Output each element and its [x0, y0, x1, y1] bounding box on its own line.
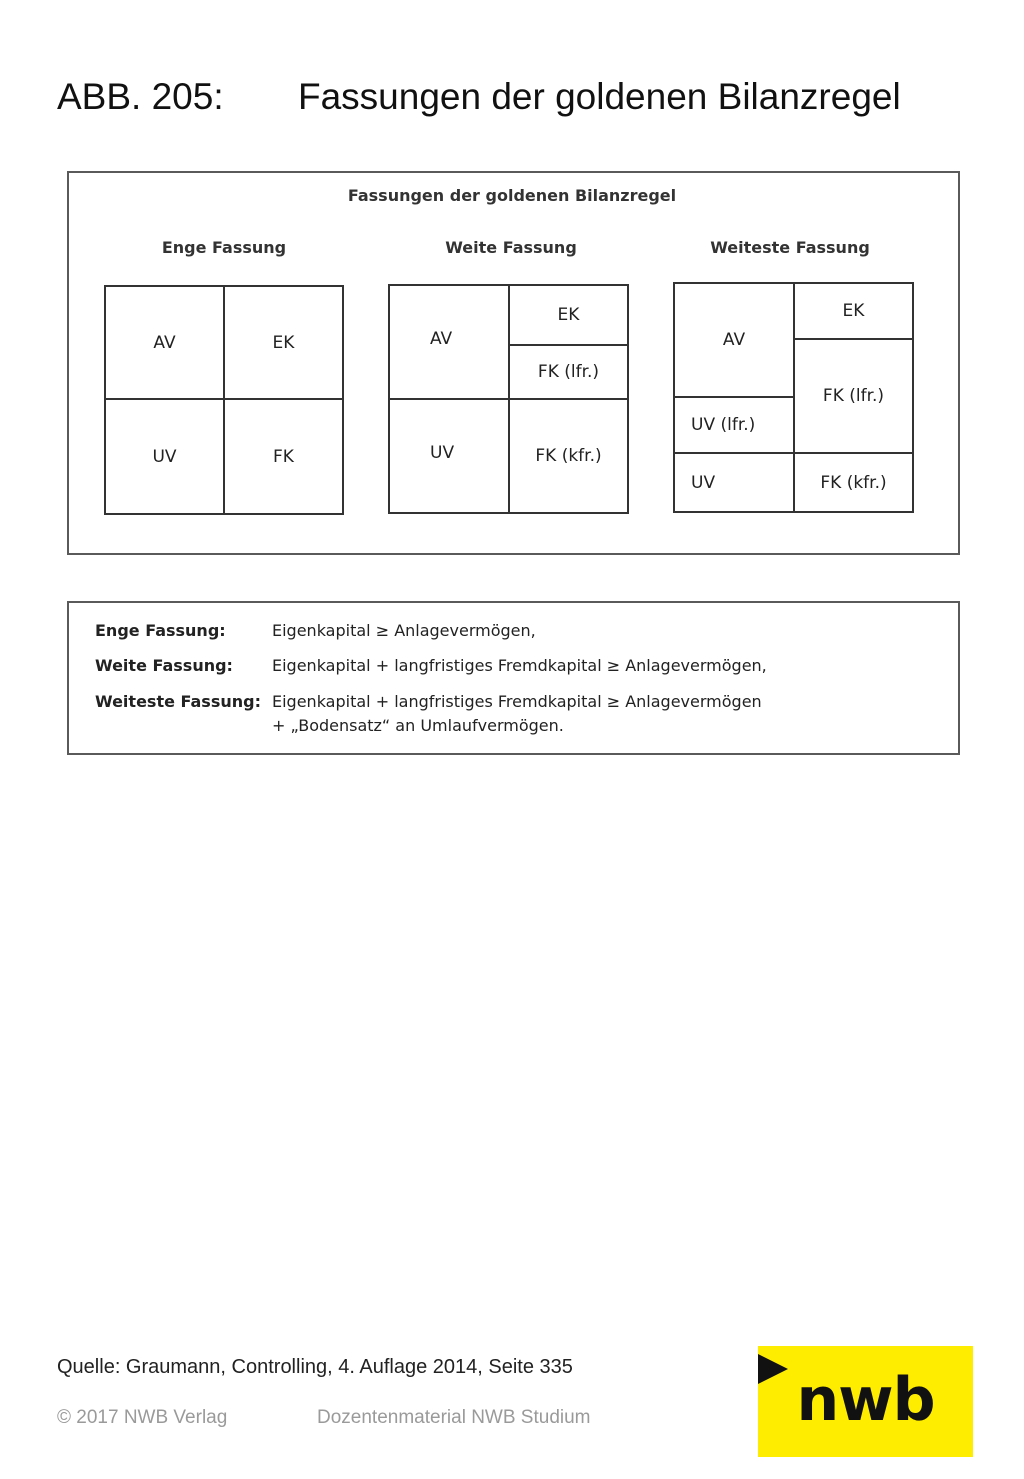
definition-text-line2: + „Bodensatz“ an Umlaufvermögen. [272, 716, 564, 735]
cell-uv: UV [673, 452, 795, 513]
footer-copyright: © 2017 NWB Verlag [57, 1407, 228, 1428]
diagram-heading: Fassungen der goldenen Bilanzregel [347, 186, 677, 205]
figure-title: Fassungen der goldenen Bilanzregel [298, 76, 901, 117]
definition-term: Weiteste Fassung: [95, 692, 261, 711]
definition-text: Eigenkapital + langfristiges Fremdkapital ≥ Anlagevermögen [272, 692, 762, 711]
footer-material: Dozentenmaterial NWB Studium [317, 1407, 591, 1428]
cell-fk: FK [223, 398, 344, 515]
cell-fk-kfr: FK (kfr.) [508, 398, 629, 514]
cell-av: AV [104, 285, 225, 400]
slide-title [57, 74, 901, 120]
cell-uv: UV [388, 398, 510, 514]
logo-text: nwb [796, 1365, 935, 1435]
cell-uv: UV [104, 398, 225, 515]
cell-ek: EK [508, 284, 629, 346]
figure-number: ABB. 205: [57, 76, 224, 117]
cell-fk-kfr: FK (kfr.) [793, 452, 914, 513]
definition-text: Eigenkapital ≥ Anlagevermögen, [272, 621, 536, 640]
column-heading-weite: Weite Fassung [445, 238, 577, 257]
definition-term: Enge Fassung: [95, 621, 226, 640]
cell-ek: EK [223, 285, 344, 400]
definition-term: Weite Fassung: [95, 656, 233, 675]
cell-fk-lfr: FK (lfr.) [793, 338, 914, 454]
cell-ek: EK [793, 282, 914, 340]
source-citation: Quelle: Graumann, Controlling, 4. Auflage 2014, Seite 335 [57, 1356, 573, 1378]
column-heading-weiteste: Weiteste Fassung [710, 238, 870, 257]
cell-uv-lfr: UV (lfr.) [673, 396, 795, 454]
definition-text: Eigenkapital + langfristiges Fremdkapital ≥ Anlagevermögen, [272, 656, 767, 675]
cell-av: AV [388, 284, 510, 400]
cell-av: AV [673, 282, 795, 398]
column-heading-enge: Enge Fassung [161, 238, 287, 257]
nwb-logo [758, 1346, 973, 1457]
cell-fk-lfr: FK (lfr.) [508, 344, 629, 400]
